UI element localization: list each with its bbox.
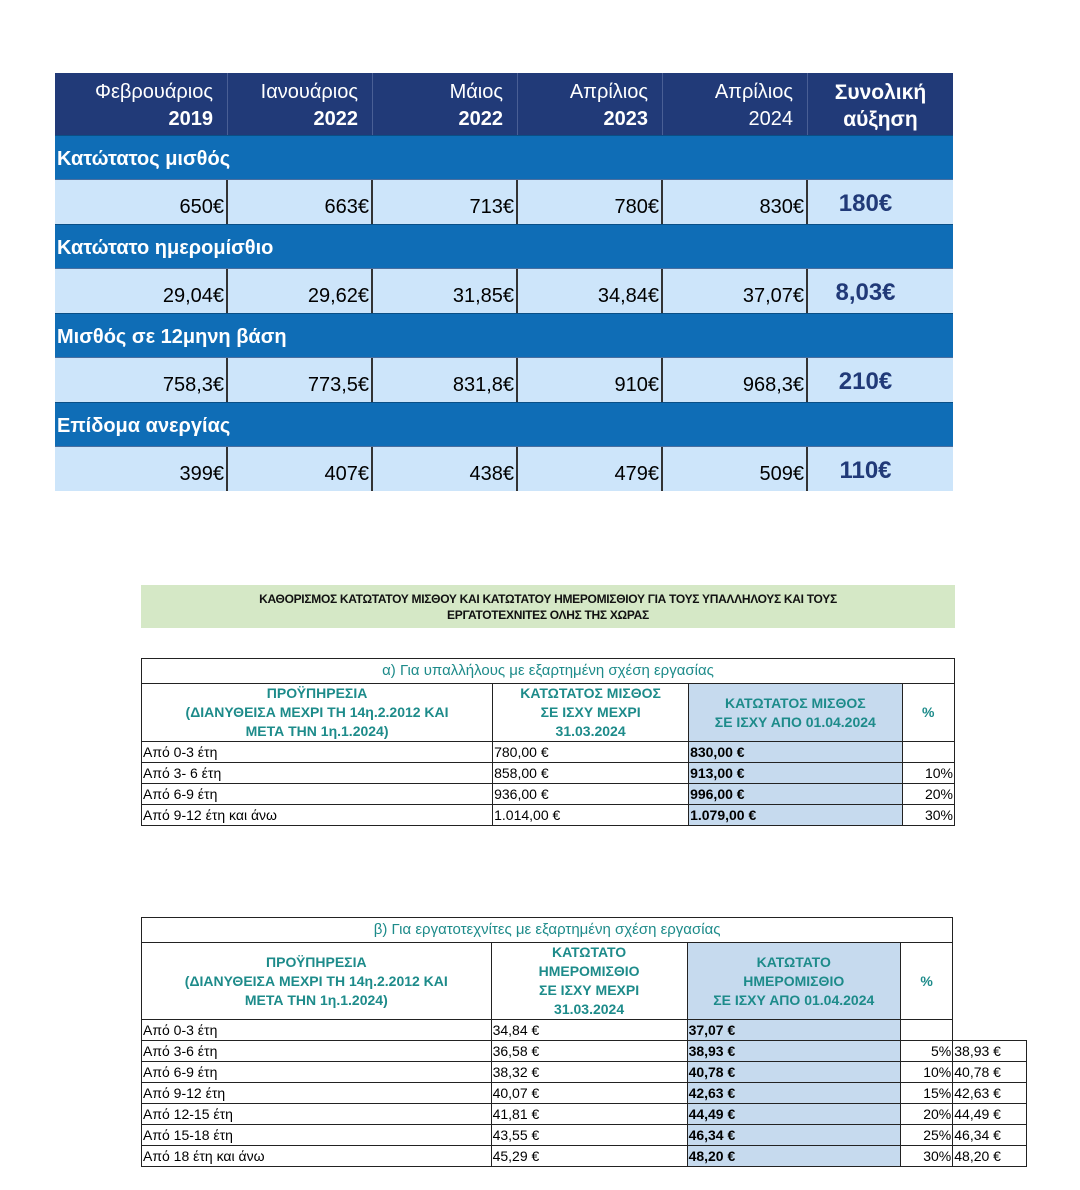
seniority: Από 15-18 έτη [142, 1125, 492, 1146]
table-employees [141, 658, 955, 826]
column-header: % [900, 943, 952, 1020]
table-row [142, 1041, 1027, 1062]
table-row [142, 1125, 1027, 1146]
new-wage: 38,93 € [687, 1041, 900, 1062]
values-row [55, 268, 953, 313]
value-cell: 650€ [55, 180, 228, 224]
column-header: ΠΡΟΫΠΗΡΕΣΙΑ (ΔΙΑΝΥΘΕΙΣΑ ΜΕΧΡΙ ΤΗ 14η.2.2012 ΚΑΙ ΜΕΤΑ ΤΗΝ 1η.1.2024) [142, 943, 492, 1020]
value-cell: 758,3€ [55, 358, 228, 402]
values-row [55, 179, 953, 224]
extra-value: 46,34 € [953, 1125, 1027, 1146]
percent: 10% [900, 1062, 952, 1083]
table-row [142, 1083, 1027, 1104]
empty-cell [953, 943, 1027, 1020]
table-row [142, 1020, 1027, 1041]
header-month: Φεβρουάριος [95, 81, 213, 103]
old-wage: 34,84 € [491, 1020, 687, 1041]
header-year: 2023 [603, 108, 648, 130]
value-cell: 407€ [228, 447, 373, 491]
seniority: Από 18 έτη και άνω [142, 1146, 492, 1167]
column-header: ΚΑΤΩΤΑΤΟ ΗΜΕΡΟΜΙΣΘΙΟ ΣΕ ΙΣΧΥ ΑΠΟ 01.04.2024 [687, 943, 900, 1020]
value-cell: 968,3€ [663, 358, 808, 402]
value-cell: 509€ [663, 447, 808, 491]
header-cell [55, 73, 228, 135]
seniority: Από 9-12 έτη [142, 1083, 492, 1104]
column-header: % [902, 684, 954, 742]
column-header: ΚΑΤΩΤΑΤΟ ΗΜΕΡΟΜΙΣΘΙΟ ΣΕ ΙΣΧΥ ΜΕΧΡΙ 31.03.2024 [491, 943, 687, 1020]
banner-title [141, 585, 955, 628]
extra-value: 38,93 € [953, 1041, 1027, 1062]
table-row [142, 1146, 1027, 1167]
total-increase: 210€ [838, 368, 893, 395]
header-month: Μάιος [449, 81, 503, 103]
new-wage: 44,49 € [687, 1104, 900, 1125]
header-cell [228, 73, 373, 135]
extra-value: 42,63 € [953, 1083, 1027, 1104]
header-month: Απρίλιος [714, 81, 793, 103]
value-cell: 29,62€ [228, 269, 373, 313]
section-label: Επίδομα ανεργίας [55, 402, 953, 446]
percent: 20% [900, 1104, 952, 1125]
extra-value: 40,78 € [953, 1062, 1027, 1083]
header-cell [518, 73, 663, 135]
new-wage: 1.079,00 € [689, 805, 902, 826]
header-cell [808, 73, 953, 135]
header-month: Συνολική [834, 81, 927, 104]
value-cell: 399€ [55, 447, 228, 491]
table-row [142, 742, 955, 763]
header-row [142, 684, 955, 742]
seniority: Από 9-12 έτη και άνω [142, 805, 493, 826]
value-cell: 37,07€ [663, 269, 808, 313]
percent: 10% [902, 763, 954, 784]
values-row [55, 446, 953, 491]
column-header: ΚΑΤΩΤΑΤΟΣ ΜΙΣΘΟΣ ΣΕ ΙΣΧΥ ΜΕΧΡΙ 31.03.2024 [493, 684, 689, 742]
title-row [142, 918, 1027, 943]
seniority: Από 3-6 έτη [142, 1041, 492, 1062]
value-cell: 713€ [373, 180, 518, 224]
header-year: αύξηση [843, 108, 918, 131]
table-title: α) Για υπαλλήλους με εξαρτημένη σχέση εργασίας [142, 659, 955, 684]
extra-value: 44,49 € [953, 1104, 1027, 1125]
value-cell: 31,85€ [373, 269, 518, 313]
table-row [142, 784, 955, 805]
percent [902, 742, 954, 763]
table-row [142, 805, 955, 826]
old-wage: 41,81 € [491, 1104, 687, 1125]
new-wage: 40,78 € [687, 1062, 900, 1083]
old-wage: 780,00 € [493, 742, 689, 763]
seniority: Από 0-3 έτη [142, 742, 493, 763]
column-header: ΚΑΤΩΤΑΤΟΣ ΜΙΣΘΟΣ ΣΕ ΙΣΧΥ ΑΠΟ 01.04.2024 [689, 684, 902, 742]
new-wage: 42,63 € [687, 1083, 900, 1104]
value-cell: 479€ [518, 447, 663, 491]
header-row [142, 943, 1027, 1020]
header-year: 2024 [748, 108, 793, 130]
percent: 20% [902, 784, 954, 805]
value-cell: 34,84€ [518, 269, 663, 313]
header-row [55, 73, 953, 135]
header-month: Απρίλιος [569, 81, 648, 103]
value-cell: 831,8€ [373, 358, 518, 402]
section-label: Κατώτατος μισθός [55, 135, 953, 179]
value-cell: 910€ [518, 358, 663, 402]
new-wage: 830,00 € [689, 742, 902, 763]
seniority: Από 6-9 έτη [142, 784, 493, 805]
value-cell: 773,5€ [228, 358, 373, 402]
new-wage: 48,20 € [687, 1146, 900, 1167]
old-wage: 45,29 € [491, 1146, 687, 1167]
percent: 30% [900, 1146, 952, 1167]
percent: 30% [902, 805, 954, 826]
old-wage: 38,32 € [491, 1062, 687, 1083]
banner-line: ΚΑΘΟΡΙΣΜΟΣ ΚΑΤΩΤΑΤΟΥ ΜΙΣΘΟΥ ΚΑΙ ΚΑΤΩΤΑΤΟΥ ΗΜΕΡΟΜΙΣΘΙΟΥ ΓΙΑ ΤΟΥΣ ΥΠΑΛΛΗΛΟΥΣ ΚΑΙ ΤΟΥΣ [259, 592, 837, 606]
header-cell [663, 73, 808, 135]
header-month: Ιανουάριος [260, 81, 358, 103]
table-row [142, 1104, 1027, 1125]
value-cell: 663€ [228, 180, 373, 224]
header-cell [373, 73, 518, 135]
percent: 5% [900, 1041, 952, 1062]
total-increase: 110€ [839, 457, 892, 484]
header-year: 2022 [313, 108, 358, 130]
value-cell: 29,04€ [55, 269, 228, 313]
old-wage: 936,00 € [493, 784, 689, 805]
value-cell: 438€ [373, 447, 518, 491]
new-wage: 37,07 € [687, 1020, 900, 1041]
new-wage: 46,34 € [687, 1125, 900, 1146]
value-cell: 780€ [518, 180, 663, 224]
table-row [142, 763, 955, 784]
table-title: β) Για εργατοτεχνίτες με εξαρτημένη σχέση εργασίας [142, 918, 953, 943]
percent: 15% [900, 1083, 952, 1104]
section-label: Κατώτατο ημερομίσθιο [55, 224, 953, 268]
table-row [142, 1062, 1027, 1083]
title-row [142, 659, 955, 684]
values-row [55, 357, 953, 402]
old-wage: 36,58 € [491, 1041, 687, 1062]
percent: 25% [900, 1125, 952, 1146]
old-wage: 858,00 € [493, 763, 689, 784]
seniority: Από 6-9 έτη [142, 1062, 492, 1083]
banner-line: ΕΡΓΑΤΟΤΕΧΝΙΤΕΣ ΟΛΗΣ ΤΗΣ ΧΩΡΑΣ [447, 608, 649, 622]
seniority: Από 12-15 έτη [142, 1104, 492, 1125]
header-year: 2019 [168, 108, 213, 130]
new-wage: 913,00 € [689, 763, 902, 784]
empty-cell [953, 918, 1027, 943]
percent [900, 1020, 952, 1041]
extra-value [953, 1020, 1027, 1041]
old-wage: 43,55 € [491, 1125, 687, 1146]
total-increase: 8,03€ [835, 279, 896, 306]
seniority: Από 0-3 έτη [142, 1020, 492, 1041]
summary-table [55, 73, 953, 491]
old-wage: 1.014,00 € [493, 805, 689, 826]
header-year: 2022 [458, 108, 503, 130]
table-workers [141, 917, 1027, 1167]
column-header: ΠΡΟΫΠΗΡΕΣΙΑ (ΔΙΑΝΥΘΕΙΣΑ ΜΕΧΡΙ ΤΗ 14η.2.2012 ΚΑΙ ΜΕΤΑ ΤΗΝ 1η.1.2024) [142, 684, 493, 742]
total-increase: 180€ [838, 190, 893, 217]
section-label: Μισθός σε 12μηνη βάση [55, 313, 953, 357]
old-wage: 40,07 € [491, 1083, 687, 1104]
value-cell: 830€ [663, 180, 808, 224]
new-wage: 996,00 € [689, 784, 902, 805]
extra-value: 48,20 € [953, 1146, 1027, 1167]
seniority: Από 3- 6 έτη [142, 763, 493, 784]
